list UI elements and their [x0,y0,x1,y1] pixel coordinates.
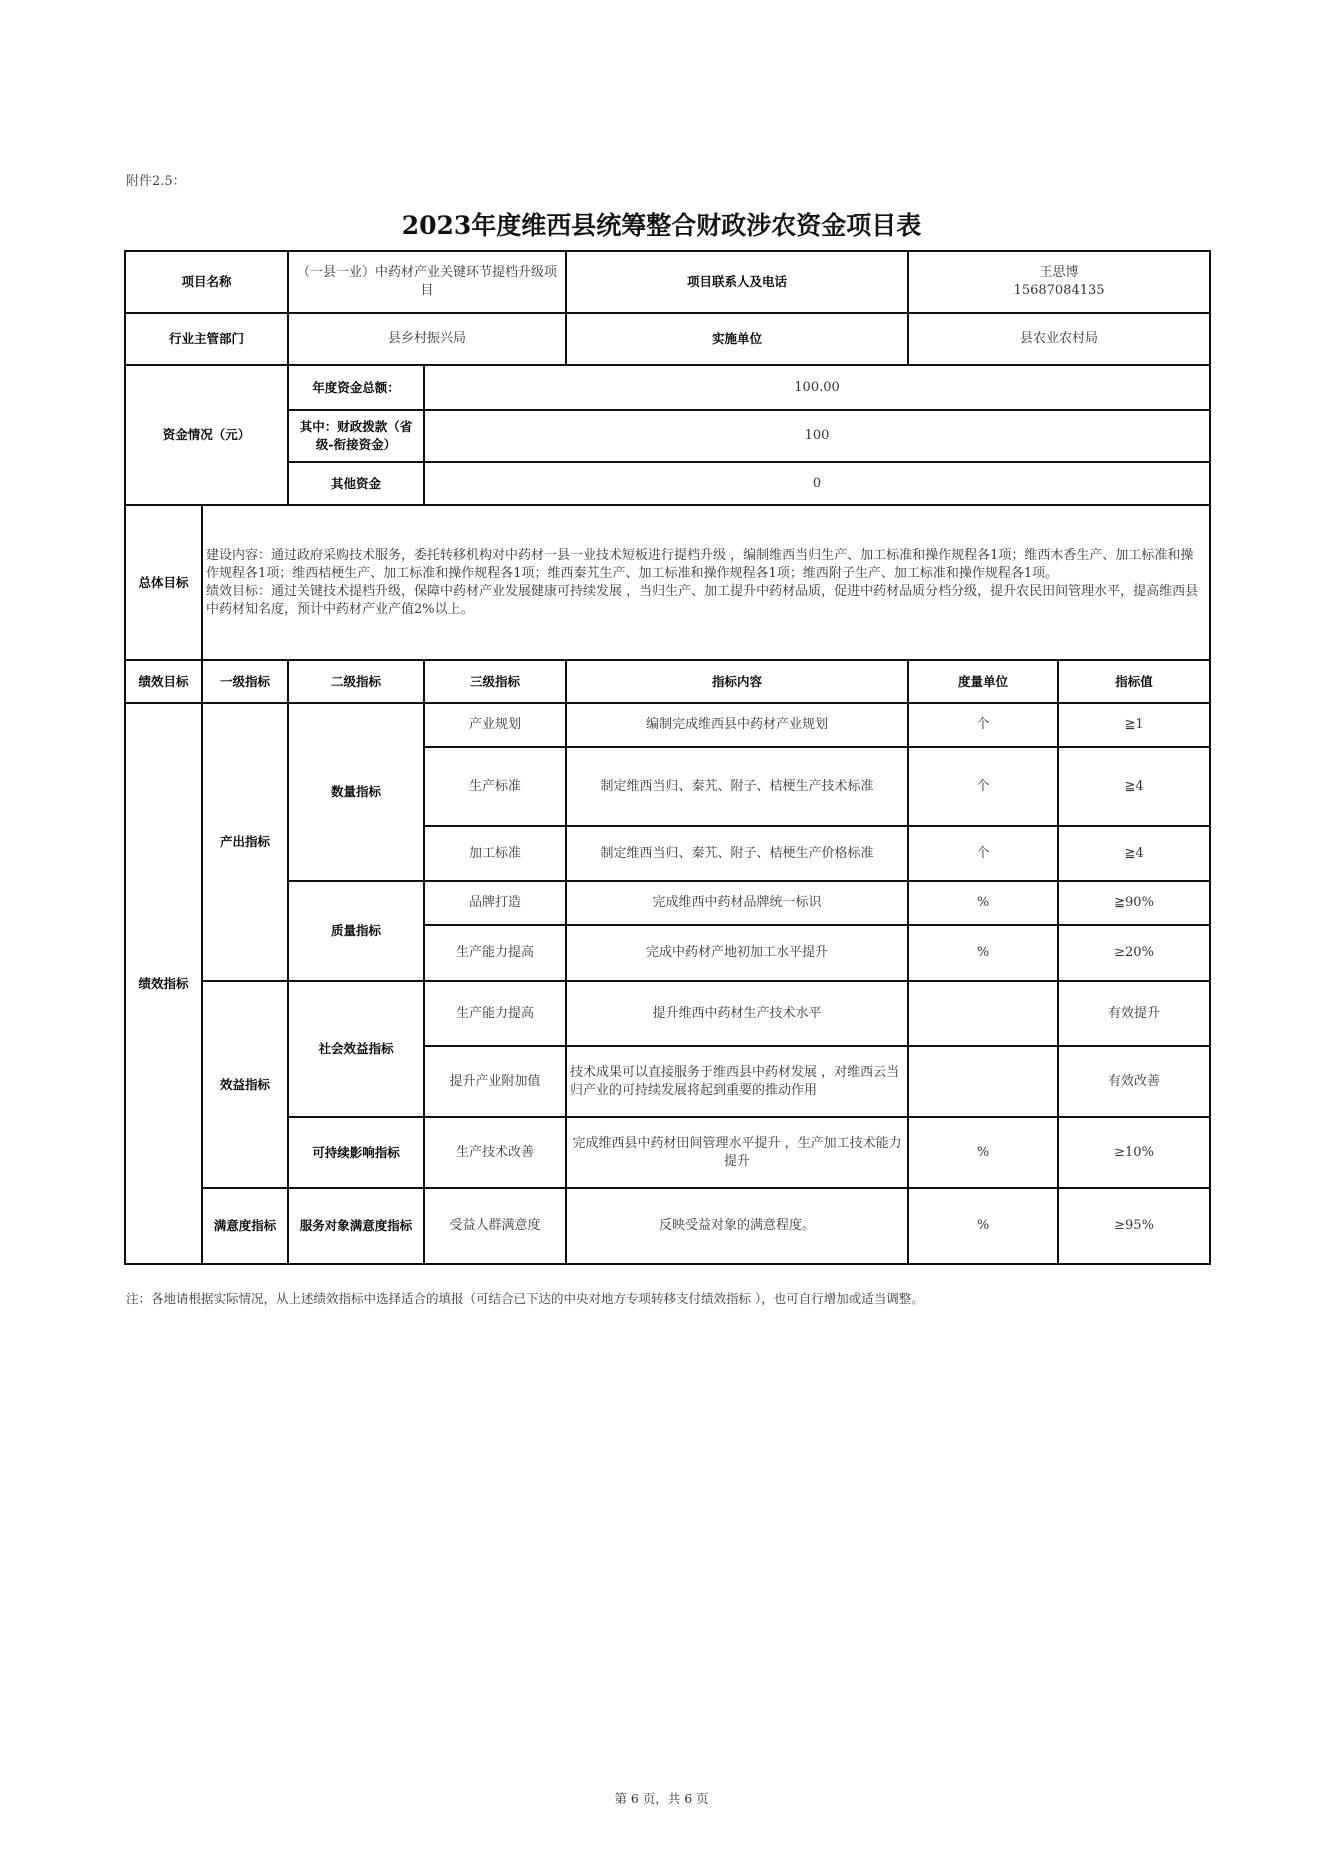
attachment-label: 附件2.5： [126,174,186,189]
contact-name: 王思博 [1039,265,1079,280]
header-cell: 绩效目标 [125,660,202,703]
total-value: 100.00 [424,365,1210,410]
unit-cell: 个 [908,703,1058,747]
unit-cell [908,981,1058,1046]
goal-performance: 绩效目标：通过关键技术提档升级，保障中药材产业发展健康可持续发展 ，当归生产、加工提升中药材品质，促进中药材品质分档分级，提升农民田间管理水平，提高维西县中药材知名度，预计中药材产业产值2%以上。 [206,583,1199,617]
table-row [125,1117,1210,1188]
level1-cell: 效益指标 [202,981,288,1188]
value-cell: ≧4 [1058,747,1210,826]
level3-cell: 品牌打造 [424,881,566,925]
level2-cell: 数量指标 [288,703,424,881]
content-cell: 制定维西当归、秦艽、附子、桔梗生产技术标准 [566,747,908,826]
content-cell: 反映受益对象的满意程度。 [566,1188,908,1264]
header-cell: 二级指标 [288,660,424,703]
level3-cell: 生产能力提高 [424,925,566,981]
level3-cell: 加工标准 [424,826,566,881]
contact-value [908,251,1210,313]
goal-content [202,505,1210,660]
level1-cell: 满意度指标 [202,1188,288,1264]
level2-cell: 服务对象满意度指标 [288,1188,424,1264]
table-row [125,365,1210,410]
level1-cell: 产出指标 [202,703,288,981]
table-row [125,410,1210,462]
total-label: 年度资金总额： [288,365,424,410]
table-row [125,703,1210,747]
content-cell: 完成维西县中药材田间管理水平提升 ，生产加工技术能力提升 [566,1117,908,1188]
unit-cell: % [908,881,1058,925]
unit-cell: 个 [908,826,1058,881]
header-row [125,660,1210,703]
content-cell: 提升维西中药材生产技术水平 [566,981,908,1046]
other-value: 0 [424,462,1210,505]
level2-cell: 可持续影响指标 [288,1117,424,1188]
level3-cell: 产业规划 [424,703,566,747]
level2-cell: 社会效益指标 [288,981,424,1117]
project-table [124,250,1211,1265]
other-label: 其他资金 [288,462,424,505]
level3-cell: 生产标准 [424,747,566,826]
table-row [125,313,1210,365]
value-cell: ≧4 [1058,826,1210,881]
value-cell: ≥95% [1058,1188,1210,1264]
contact-phone: 15687084135 [1013,283,1105,298]
dept-label: 行业主管部门 [125,313,288,365]
unit-cell: % [908,1117,1058,1188]
table-note: 注：各地请根据实际情况，从上述绩效指标中选择适合的填报（可结合已下达的中央对地方专项转移支付绩效指标 ），也可自行增加或适当调整。 [126,1291,924,1306]
dept-value: 县乡村振兴局 [288,313,566,365]
header-cell: 度量单位 [908,660,1058,703]
table-row [125,462,1210,505]
page-title: 2023年度维西县统筹整合财政涉农资金项目表 [401,211,922,240]
value-cell: ≧1 [1058,703,1210,747]
value-cell: 有效改善 [1058,1046,1210,1117]
table-row [125,881,1210,925]
content-cell: 完成中药材产地初加工水平提升 [566,925,908,981]
value-cell: ≧90% [1058,881,1210,925]
table-row [125,251,1210,313]
content-cell: 技术成果可以直接服务于维西县中药材发展 ，对维西云当归产业的可持续发展将起到重要的推动作用 [566,1046,908,1117]
header-cell: 指标内容 [566,660,908,703]
value-cell: ≥10% [1058,1117,1210,1188]
table-row [125,1188,1210,1264]
goal-label: 总体目标 [125,505,202,660]
fiscal-label: 其中：财政拨款（省级-衔接资金） [288,410,424,462]
unit-cell: 个 [908,747,1058,826]
value-cell: ≥20% [1058,925,1210,981]
level3-cell: 提升产业附加值 [424,1046,566,1117]
impl-label: 实施单位 [566,313,908,365]
level3-cell: 生产技术改善 [424,1117,566,1188]
impl-value: 县农业农村局 [908,313,1210,365]
funds-label: 资金情况（元） [125,365,288,505]
header-cell: 指标值 [1058,660,1210,703]
goal-construction: 建设内容：通过政府采购技术服务，委托转移机构对中药材一县一业技术短板进行提档升级 ，编制维西当归生产、加工标准和操作规程各1项；维西木香生产、加工标准和操作规程各1项；维西桔梗生产、加工标准和操作规程各1项；维西秦艽生产、加工标准和操作规程各1项；维西附子生产、加工标准和操作规程各1项。 [206,547,1194,581]
header-cell: 三级指标 [424,660,566,703]
value-cell: 有效提升 [1058,981,1210,1046]
page-footer: 第 6 页，共 6 页 [614,1791,709,1806]
table-row [125,981,1210,1046]
project-name-value: （一县一业）中药材产业关键环节提档升级项目 [288,251,566,313]
header-cell: 一级指标 [202,660,288,703]
perf-label: 绩效指标 [125,703,202,1264]
level3-cell: 受益人群满意度 [424,1188,566,1264]
unit-cell: % [908,1188,1058,1264]
contact-label: 项目联系人及电话 [566,251,908,313]
project-name-label: 项目名称 [125,251,288,313]
unit-cell: % [908,925,1058,981]
fiscal-value: 100 [424,410,1210,462]
unit-cell [908,1046,1058,1117]
content-cell: 制定维西当归、秦艽、附子、桔梗生产价格标准 [566,826,908,881]
level3-cell: 生产能力提高 [424,981,566,1046]
level2-cell: 质量指标 [288,881,424,981]
content-cell: 完成维西中药材品牌统一标识 [566,881,908,925]
content-cell: 编制完成维西县中药材产业规划 [566,703,908,747]
table-row [125,505,1210,660]
